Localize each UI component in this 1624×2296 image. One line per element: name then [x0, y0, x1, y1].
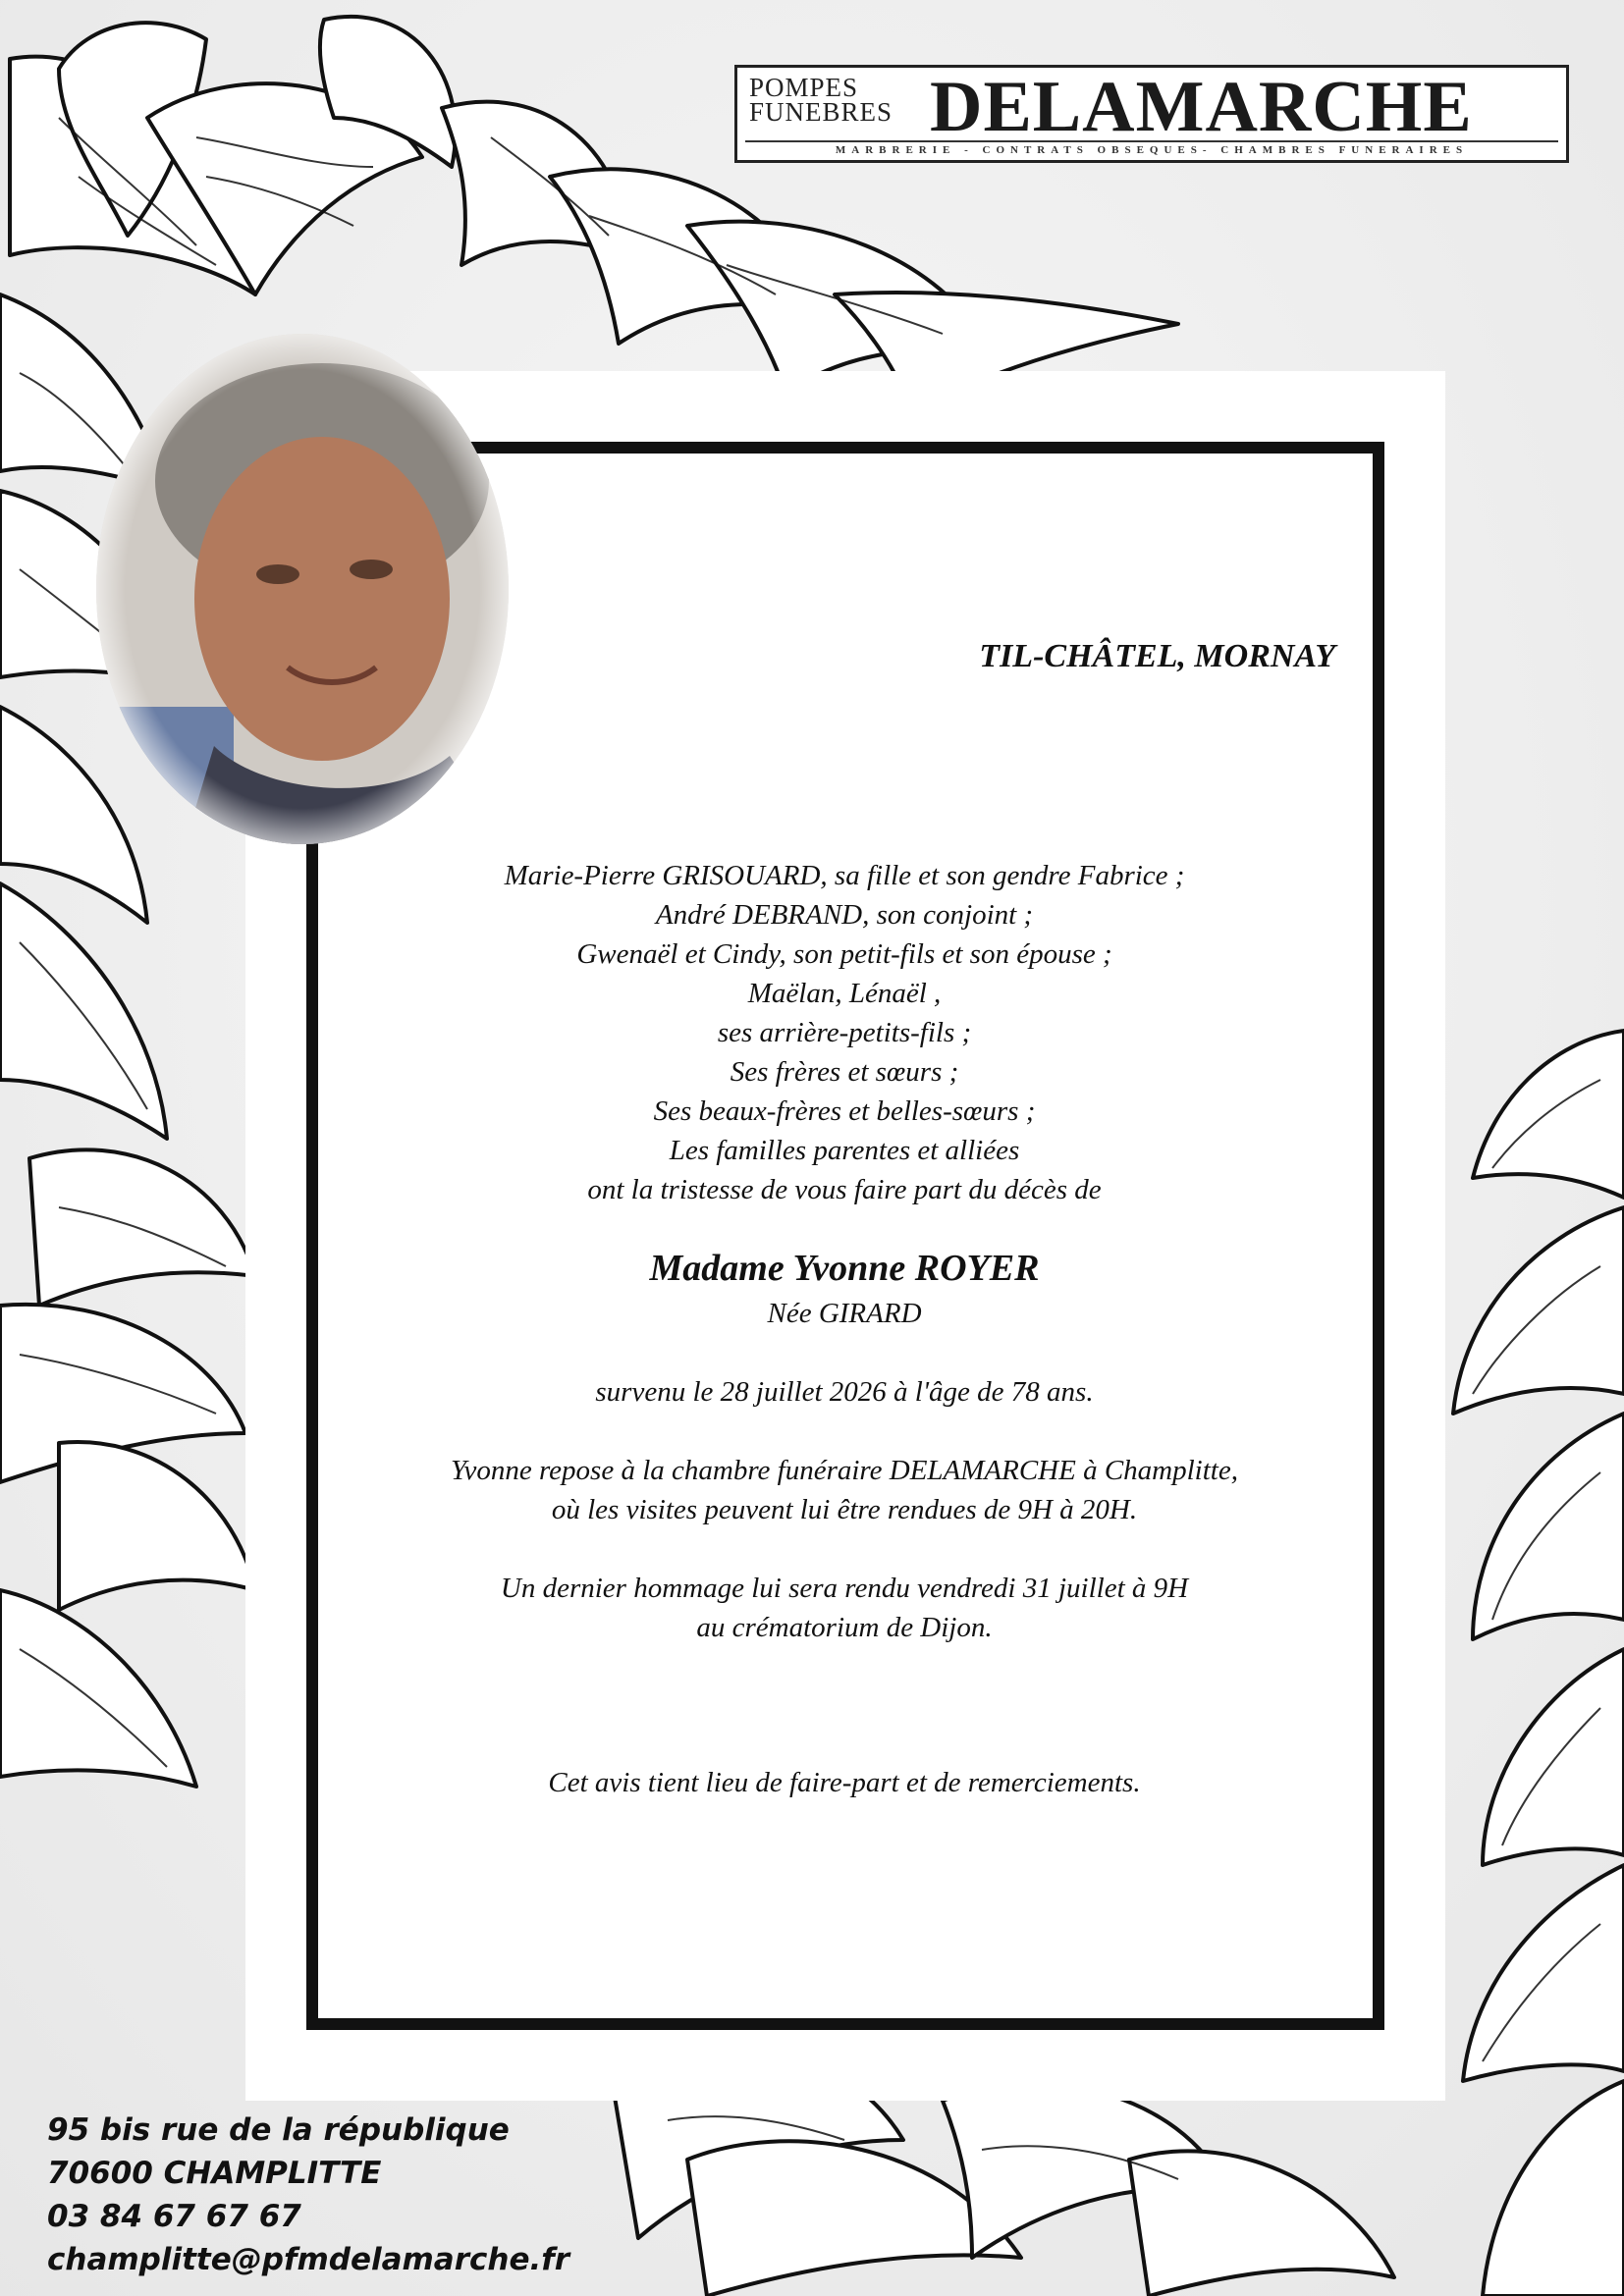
- notice-city: TIL-CHÂTEL, MORNAY: [979, 638, 1335, 674]
- rest-line: où les visites peuvent lui être rendues de 9H à 20H.: [551, 1494, 1138, 1525]
- contact-phone[interactable]: 03 84 67 67 67: [47, 2199, 301, 2234]
- family-line: André DEBRAND, son conjoint ;: [655, 899, 1034, 931]
- contact-block: [47, 2109, 569, 2281]
- family-line: Ses beaux-frères et belles-sœurs ;: [653, 1095, 1036, 1127]
- family-line: ses arrière-petits-fils ;: [717, 1017, 972, 1048]
- closing-note: Cet avis tient lieu de faire-part et de remerciements.: [548, 1767, 1141, 1798]
- logo-pompes: POMPES: [749, 73, 859, 102]
- portrait-photo: [96, 334, 509, 844]
- family-line: Ses frères et sœurs ;: [730, 1056, 959, 1088]
- ceremony-line: au crématorium de Dijon.: [696, 1612, 993, 1643]
- contact-email[interactable]: champlitte@pfmdelamarche.fr: [47, 2242, 570, 2277]
- family-list: [324, 856, 1365, 1209]
- family-line: ont la tristesse de vous faire part du décès de: [587, 1174, 1102, 1205]
- deceased-name: Madame Yvonne ROYER: [649, 1248, 1040, 1289]
- death-info: survenu le 28 juillet 2026 à l'âge de 78 ans.: [595, 1376, 1094, 1408]
- logo-brand: DELAMARCHE: [930, 67, 1473, 147]
- rest-line: Yvonne repose à la chambre funéraire DELAMARCHE à Champlitte,: [451, 1455, 1238, 1486]
- maiden-name: Née GIRARD: [767, 1298, 922, 1329]
- rest-info: [324, 1451, 1365, 1529]
- contact-city: 70600 CHAMPLITTE: [47, 2156, 382, 2191]
- family-line: Gwenaël et Cindy, son petit-fils et son épouse ;: [576, 938, 1112, 970]
- logo-tagline: MARBRERIE - CONTRATS OBSEQUES- CHAMBRES FUNERAIRES: [745, 140, 1558, 156]
- family-line: Marie-Pierre GRISOUARD, sa fille et son gendre Fabrice ;: [504, 860, 1185, 891]
- family-line: Les familles parentes et alliées: [669, 1135, 1020, 1166]
- ceremony-info: [324, 1569, 1365, 1647]
- logo-pompes-funebres: [749, 73, 931, 127]
- logo-funebres: FUNEBRES: [749, 97, 893, 127]
- funeral-home-logo: [734, 65, 1569, 163]
- contact-street: 95 bis rue de la république: [47, 2112, 510, 2148]
- ceremony-line: Un dernier hommage lui sera rendu vendredi 31 juillet à 9H: [500, 1573, 1189, 1604]
- family-line: Maëlan, Lénaël ,: [747, 978, 942, 1009]
